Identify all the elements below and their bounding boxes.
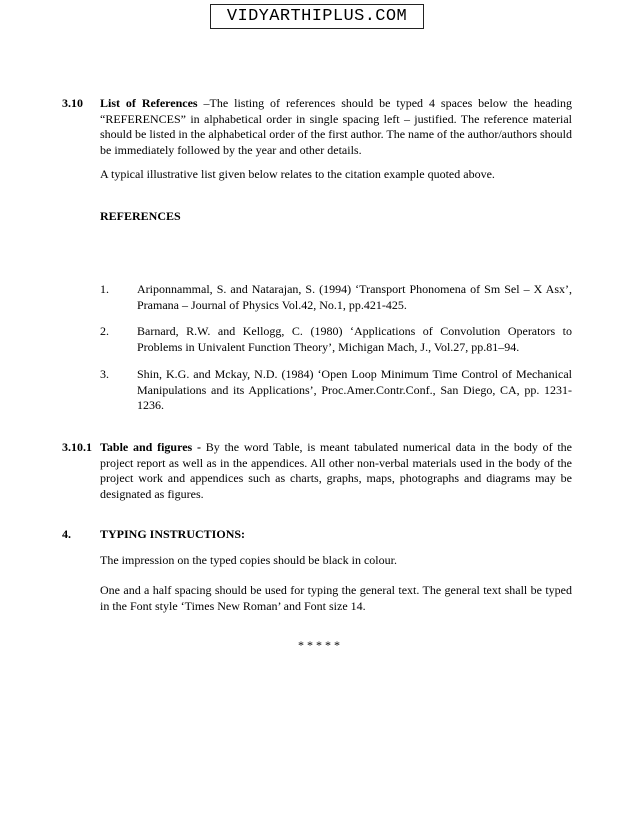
section-4-title: TYPING INSTRUCTIONS: [100, 527, 246, 541]
watermark-banner: VIDYARTHIPLUS.COM [210, 4, 424, 29]
section-3-10-paragraph [100, 96, 572, 158]
reference-number: 3. [100, 367, 109, 381]
section-number-3-10: 3.10 [62, 96, 83, 110]
references-note: A typical illustrative list given below relates to the citation example quoted above. [100, 167, 495, 181]
section-number-4: 4. [62, 527, 71, 541]
reference-entry: Ariponnammal, S. and Natarajan, S. (1994) ‘Transport Phonomena of Sm Sel – X Asx’, Pramana – Journal of Physics Vol.42, No.1, pp.421-425. [137, 282, 572, 312]
end-stars: * * * * * [298, 638, 340, 652]
section-4-paragraph-2: One and a half spacing should be used for typing the general text. The general text shall be typed in the Font style ‘Times New Roman’ and Font size 14. [100, 583, 572, 613]
section-3-10-1-paragraph [100, 440, 572, 502]
section-3-10-1-title: Table and figures - [100, 440, 201, 454]
reference-number: 2. [100, 324, 109, 338]
references-heading: REFERENCES [100, 209, 181, 223]
section-3-10-1-body: By the word Table, is meant tabulated numerical data in the body of the project report as well as in the appendices. All other non-verbal materials used in the body of the project work and appendices such as charts, graphs, maps, photographs and diagrams may be designated as figures. [100, 440, 572, 501]
section-3-10-body: –The listing of references should be typed 4 spaces below the heading “REFERENCES” in alphabetical order in single spacing left – justified. The reference material should be listed in the alphabetical order of the first author. The name of the author/authors should be immediately followed by the year and other details. [100, 96, 572, 157]
reference-entry: Barnard, R.W. and Kellogg, C. (1980) ‘Applications of Convolution Operators to Problems in Univalent Function Theory’, Michigan Mach, J., Vol.27, pp.81–94. [137, 324, 572, 354]
reference-number: 1. [100, 282, 109, 296]
section-number-3-10-1: 3.10.1 [62, 440, 92, 454]
reference-entry: Shin, K.G. and Mckay, N.D. (1984) ‘Open Loop Minimum Time Control of Mechanical Manipulations and its Applications’, Proc.Amer.Contr.Conf., San Diego, CA, pp. 1231-1236. [137, 367, 572, 412]
section-4-paragraph-1: The impression on the typed copies should be black in colour. [100, 553, 397, 567]
section-3-10-title: List of References [100, 96, 198, 110]
